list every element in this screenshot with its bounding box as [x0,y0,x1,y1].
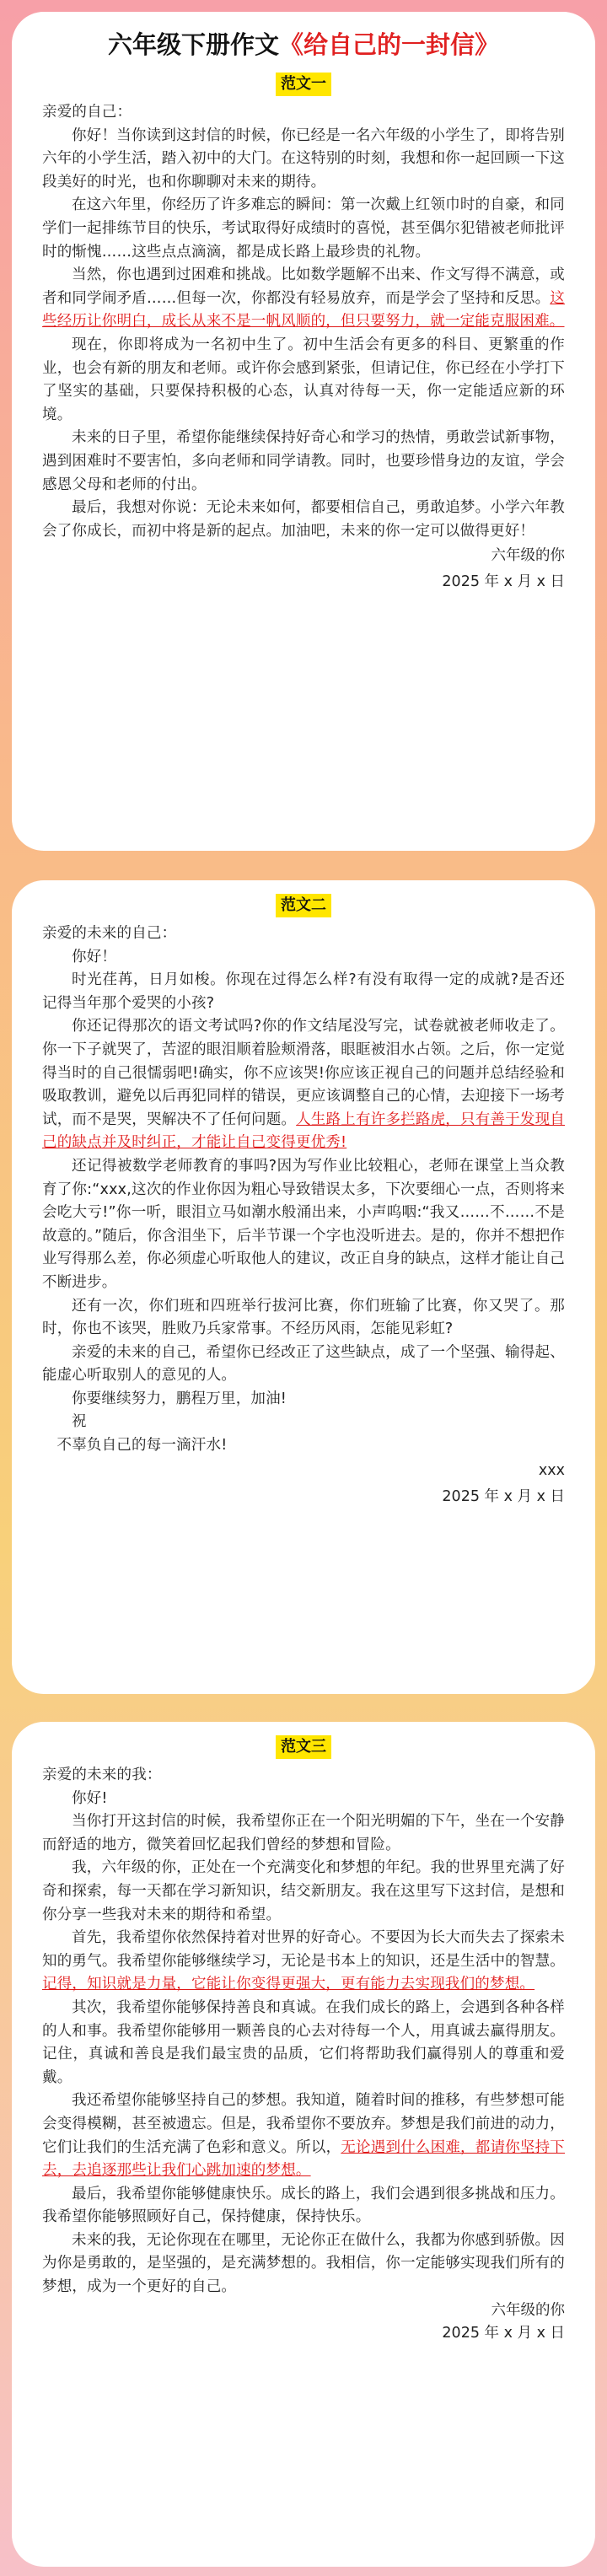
essay-card-3 [12,1722,595,2567]
signature-block [42,2299,565,2345]
paragraph [42,1927,565,1997]
essay-card-1 [12,12,595,851]
essay-tag-3: 范文三 [276,1735,331,1759]
greeting: 亲爱的未来的我： [42,1767,162,1783]
paragraph-text: 我还希望你能够坚持自己的梦想。我知道，随着时间的推移，有些梦想可能会变得模糊，甚至被遗忘。但是，我希望你不要放弃。梦想是我们前进的动力，它们让我们的生活充满了色彩和意义。所以， [42,2092,565,2156]
highlight-text: 无论遇到什么困难，都请你坚持下去，去追逐那些让我们心跳加速的梦想。 [42,2138,566,2180]
essay-tag-1: 范文一 [276,73,331,96]
date: 2025 年 x 月 x 日 [442,1487,565,1505]
paragraph: 你要继续努力，鹏程万里，加油! [72,1390,287,1407]
paragraph: 还有一次，你们班和四班举行拔河比赛，你们班输了比赛，你又哭了。那时，你也不该哭，胜败乃兵家常事。不经历风雨，怎能见彩虹? [42,1297,565,1338]
paragraph: 最后，我想对你说：无论未来如何，都要相信自己，勇敢追梦。小学六年教会了你成长，而初中将是新的起点。加油吧，未来的你一定可以做得更好！ [42,499,565,540]
paragraph: 最后，我希望你能够健康快乐。成长的路上，我们会遇到很多挑战和压力。我希望你能够照顾好自己，保持健康，保持快乐。 [42,2185,565,2226]
paragraph: 我，六年级的你，正处在一个充满变化和梦想的年纪。我的世界里充满了好奇和探索，每一天都在学习新知识，结交新朋友。我在这里写下这封信，是想和你分享一些我对未来的期待和希望。 [42,1859,565,1923]
paragraph: 未来的我，无论你现在在哪里，无论你正在做什么，我都为你感到骄傲。因为你是勇敢的，是坚强的，是充满梦想的。我相信，你一定能够实现我们所有的梦想，成为一个更好的自己。 [42,2231,565,2296]
paragraph-text: 首先，我希望你依然保持着对世界的好奇心。不要因为长大而失去了探索未知的勇气。我希望你能够继续学习，无论是书本上的知识，还是生活中的智慧。 [42,1929,565,1970]
paragraph: 亲爱的未来的自己，希望你已经改正了这些缺点，成了一个坚强、输得起、能虚心听取别人的意见的人。 [42,1343,565,1385]
page-title [42,22,565,67]
date: 2025 年 x 月 x 日 [442,2324,565,2342]
paragraph: 时光荏苒，日月如梭。你现在过得怎么样?有没有取得一定的成就?是否还记得当年那个爱哭的小孩? [42,971,565,1012]
signature: xxx [538,1461,565,1479]
closing-zhu: 祝 [72,1413,87,1431]
highlight-text: 这些经历让你明白，成长从来不是一帆风顺的，但只要努力，就一定能克服困难。 [42,289,565,331]
paragraph [42,2089,565,2182]
greeting: 亲爱的自己： [42,104,132,121]
highlight-text: 人生路上有许多拦路虎，只有善于发现自己的缺点并及时纠正，才能让自己变得更优秀! [42,1111,565,1152]
essay-tag-2: 范文二 [276,894,331,917]
essay-body-2 [42,922,565,1458]
title-main: 六年级下册作文 [107,30,279,59]
signature: 六年级的你 [491,547,565,565]
paragraph [42,264,565,334]
essay-body-1 [42,101,565,543]
essay-card-2 [12,880,595,1694]
signature: 六年级的你 [491,2301,565,2319]
paragraph: 你好！当你读到这封信的时候，你已经是一名六年级的小学生了，即将告别六年的小学生活，踏入初中的大门。在这特别的时刻，我想和你一起回顾一下这段美好的时光，也和你聊聊对未来的期待。 [42,126,565,191]
paragraph-text: 当然，你也遇到过困难和挑战。比如数学题解不出来、作文写得不满意，或者和同学闹矛盾……但每一次，你都没有轻易放弃，而是学会了坚持和反思。 [42,266,565,307]
greeting: 亲爱的未来的自己： [42,925,177,942]
signature-block [42,1458,565,1510]
paragraph: 未来的日子里，希望你能继续保持好奇心和学习的热情，勇敢尝试新事物，遇到困难时不要害怕，多向老师和同学请教。同时，也要珍惜身边的友谊，学会感恩父母和老师的付出。 [42,429,565,493]
title-quote: 《给自己的一封信》 [279,30,500,59]
paragraph: 其次，我希望你能够保持善良和真诚。在我们成长的路上，会遇到各种各样的人和事。我希望你能够用一颗善良的心去对待每一个人，用真诚去赢得朋友。记住，真诚和善良是我们最宝贵的品质，它们将帮助我们赢得别人的尊重和爱戴。 [42,1998,565,2086]
hello: 你好! [72,1789,108,1807]
hello: 你好！ [72,948,117,965]
paragraph: 现在，你即将成为一名初中生了。初中生活会有更多的科目、更繁重的作业，也会有新的朋友和老师。或许你会感到紧张，但请记住，你已经在小学打下了坚实的基础，只要保持积极的心态，认真对待每一天，你一定能适应新的环境。 [42,336,565,423]
paragraph-text: 你还记得那次的语文考试吗?你的作文结尾没写完，试卷就被老师收走了。你一下子就哭了，苦涩的眼泪顺着脸颊滑落，眼眶被泪水占领。之后，你一定觉得当时的自己很懦弱吧!确实，你不应该哭!你应该正视自己的问题并总结经验和吸取教训，避免以后再犯同样的错误，更应该调整自己的心情，去迎接下一场考试，而不是哭，哭解决不了任何问题。 [42,1018,565,1128]
paragraph: 还记得被数学老师教育的事吗?因为写作业比较粗心，老师在课堂上当众教育了你:“xxx,这次的作业你因为粗心导致错误太多，下次要细心一点，否则将来会吃大亏!”你一听，眼泪立马如潮水般涌出来，小声呜咽:“我又……不……不是故意的。”随后，你含泪坐下，后半节课一个字也没听进去。是的，你并不想把作业写得那么差，你必须虚心听取他人的建议，改正自身的缺点，这样才能让自己不断进步。 [42,1157,566,1291]
paragraph: 在这六年里，你经历了许多难忘的瞬间：第一次戴上红领巾时的自豪，和同学们一起排练节目的快乐，考试取得好成绩时的喜悦，甚至偶尔犯错被老师批评时的惭愧……这些点点滴滴，都是成长路上最珍贵的礼物。 [42,196,565,261]
paragraph [42,1015,565,1155]
signature-block [42,543,565,595]
closing-wish: 不辜负自己的每一滴汗水! [56,1437,228,1455]
highlight-text: 记得，知识就是力量，它能让你变得更强大，更有能力去实现我们的梦想。 [42,1976,535,1993]
paragraph: 当你打开这封信的时候，我希望你正在一个阳光明媚的下午，坐在一个安静而舒适的地方，微笑着回忆起我们曾经的梦想和冒险。 [42,1813,565,1853]
essay-body-3 [42,1764,565,2299]
date: 2025 年 x 月 x 日 [442,573,565,591]
